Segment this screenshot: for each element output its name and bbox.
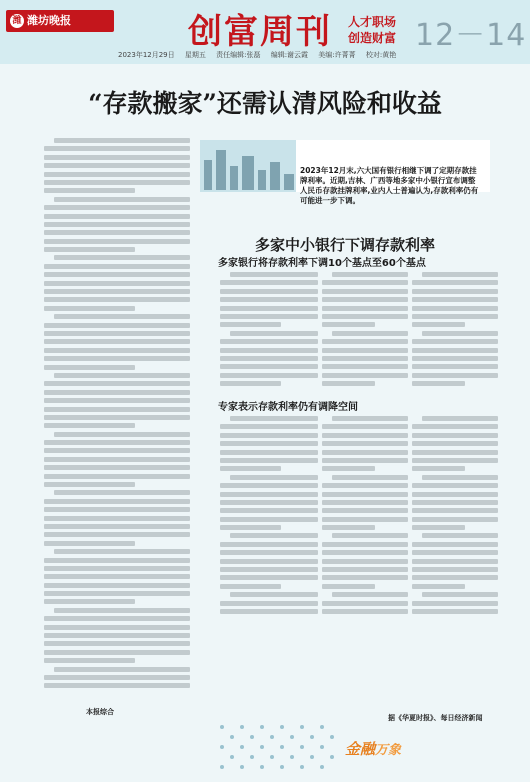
issue-subeditor: 编辑:谢云霞 [270, 51, 309, 59]
text-line [44, 297, 190, 302]
logo-icon: 潍 [10, 14, 24, 28]
text-line [220, 450, 318, 455]
dot [220, 765, 224, 769]
text-line [44, 507, 190, 512]
text-line [412, 450, 498, 455]
text-line [332, 272, 408, 277]
article1-byline: 本报综合 [86, 708, 114, 716]
text-line [44, 222, 190, 227]
text-line [412, 458, 498, 463]
logo-text: 潍坊晚报 [27, 14, 71, 27]
text-line [44, 163, 190, 168]
text-line [220, 584, 281, 589]
text-line [412, 289, 498, 294]
text-line [44, 407, 190, 412]
text-line [230, 272, 318, 277]
text-line [322, 280, 408, 285]
issue-meta [118, 48, 404, 62]
text-line [322, 424, 408, 429]
text-line [44, 323, 190, 328]
article2-lead: 2023年12月末,六大国有银行相继下调了定期存款挂牌利率。近期,吉林、广西等地多家中小银行宣布调整人民币存款挂牌利率,业内人士普遍认为,存款利率仍有可能进一步下调。 [300, 166, 479, 205]
text-line [44, 574, 190, 579]
text-line [412, 483, 498, 488]
text-line [412, 381, 465, 386]
text-line [322, 559, 408, 564]
text-line [322, 483, 408, 488]
text-line [54, 608, 190, 613]
text-line [44, 532, 190, 537]
dot [240, 745, 244, 749]
text-line [220, 441, 318, 446]
dot [300, 745, 304, 749]
text-line [44, 214, 190, 219]
text-line [44, 398, 190, 403]
dot [260, 745, 264, 749]
text-line [322, 289, 408, 294]
text-line [44, 188, 135, 193]
promo-text-1: 金融 [345, 740, 376, 758]
dot [280, 745, 284, 749]
text-line [44, 541, 135, 546]
text-line [322, 322, 375, 327]
dot [330, 755, 334, 759]
text-line [220, 517, 318, 522]
text-line [412, 517, 498, 522]
text-line [44, 272, 190, 277]
dot [300, 725, 304, 729]
text-line [44, 675, 190, 680]
promo-text-2: 万象 [375, 743, 402, 758]
text-line [412, 348, 498, 353]
col-text-lines [220, 416, 318, 614]
text-line [44, 381, 190, 386]
text-line [220, 348, 318, 353]
text-line [412, 559, 498, 564]
text-line [220, 500, 318, 505]
text-line [220, 542, 318, 547]
col-text-lines [412, 416, 498, 614]
text-line [412, 364, 498, 369]
col-text-lines [412, 272, 498, 386]
page-range: 12－14 [415, 18, 527, 53]
text-line [220, 466, 281, 471]
issue-weekday: 星期五 [184, 51, 206, 59]
text-line [44, 566, 190, 571]
text-line [44, 348, 190, 353]
text-line [220, 525, 281, 530]
text-line [44, 658, 135, 663]
text-line [44, 448, 190, 453]
finance-promo [345, 738, 401, 759]
article2-col4 [220, 416, 318, 621]
text-line [412, 567, 498, 572]
text-line [412, 550, 498, 555]
text-line [332, 592, 408, 597]
text-line [412, 306, 498, 311]
text-line [54, 432, 190, 437]
dot [270, 735, 274, 739]
text-line [412, 339, 498, 344]
dot [230, 735, 234, 739]
text-line [322, 466, 375, 471]
dot [280, 725, 284, 729]
text-line [44, 390, 190, 395]
text-line [422, 592, 498, 597]
text-line [322, 584, 375, 589]
text-line [44, 172, 190, 177]
text-line [54, 549, 190, 554]
dot [330, 735, 334, 739]
text-line [44, 683, 190, 688]
text-line [322, 314, 408, 319]
text-line [220, 433, 318, 438]
text-line [44, 499, 190, 504]
text-line [332, 331, 408, 336]
text-line [412, 356, 498, 361]
text-line [54, 138, 190, 143]
text-line [44, 415, 190, 420]
text-line [54, 490, 190, 495]
text-line [412, 314, 498, 319]
text-line [220, 483, 318, 488]
text-line [412, 297, 498, 302]
col-text-lines [220, 272, 318, 386]
text-line [44, 289, 190, 294]
text-line [322, 601, 408, 606]
article2-col2 [322, 272, 408, 390]
issue-editor: 责任编辑:张磊 [216, 51, 261, 59]
article1-text-lines [44, 138, 190, 688]
dot [300, 765, 304, 769]
text-line [44, 331, 190, 336]
text-line [412, 280, 498, 285]
text-line [44, 247, 135, 252]
article2-col3 [412, 272, 498, 390]
text-line [44, 264, 190, 269]
text-line [44, 356, 190, 361]
text-line [44, 180, 190, 185]
section-title: 创富周刊 [188, 12, 332, 52]
text-line [412, 542, 498, 547]
col-text-lines [322, 416, 408, 614]
text-line [332, 533, 408, 538]
text-line [332, 475, 408, 480]
text-line [332, 416, 408, 421]
dot [240, 765, 244, 769]
dot [290, 735, 294, 739]
text-line [230, 533, 318, 538]
slogan-line-1: 人才职场 [348, 15, 397, 29]
text-line [412, 575, 498, 580]
text-line [44, 616, 190, 621]
text-line [44, 205, 190, 210]
dot [220, 725, 224, 729]
decorative-dots [220, 725, 340, 775]
text-line [422, 416, 498, 421]
dot [250, 755, 254, 759]
text-line [322, 373, 408, 378]
text-line [44, 306, 135, 311]
text-line [220, 289, 318, 294]
dot [230, 755, 234, 759]
text-line [322, 433, 408, 438]
dot [280, 765, 284, 769]
text-line [44, 365, 135, 370]
issue-date: 2023年12月29日 [118, 51, 175, 59]
text-line [322, 364, 408, 369]
article1-body [44, 138, 190, 698]
text-line [322, 356, 408, 361]
text-line [54, 255, 190, 260]
masthead [0, 0, 530, 64]
dot [310, 735, 314, 739]
article2-headline: 多家中小银行下调存款利率 [254, 236, 435, 254]
text-line [322, 348, 408, 353]
text-line [220, 458, 318, 463]
dot [290, 755, 294, 759]
text-line [44, 516, 190, 521]
text-line [220, 297, 318, 302]
text-line [322, 550, 408, 555]
newspaper-logo [6, 10, 114, 32]
dot [220, 745, 224, 749]
text-line [322, 525, 375, 530]
text-line [412, 492, 498, 497]
text-line [220, 424, 318, 429]
text-line [220, 364, 318, 369]
text-line [44, 625, 190, 630]
dot [310, 755, 314, 759]
text-line [44, 423, 135, 428]
text-line [44, 281, 190, 286]
text-line [412, 433, 498, 438]
text-line [54, 373, 190, 378]
text-line [44, 591, 190, 596]
issue-proofreader: 校对:黄艳 [365, 51, 397, 59]
text-line [412, 441, 498, 446]
text-line [322, 567, 408, 572]
text-line [44, 457, 190, 462]
text-line [44, 440, 190, 445]
text-line [230, 475, 318, 480]
article2-section1-heading: 多家银行将存款利率下调10个基点至60个基点 [218, 258, 426, 269]
text-line [220, 322, 281, 327]
text-line [322, 575, 408, 580]
text-line [412, 500, 498, 505]
dot [320, 765, 324, 769]
text-line [322, 609, 408, 614]
dot [270, 755, 274, 759]
dot [260, 765, 264, 769]
text-line [412, 424, 498, 429]
text-line [422, 533, 498, 538]
text-line [220, 559, 318, 564]
text-line [54, 667, 190, 672]
text-line [322, 306, 408, 311]
text-line [220, 280, 318, 285]
text-line [322, 339, 408, 344]
text-line [44, 239, 190, 244]
text-line [44, 465, 190, 470]
text-line [422, 272, 498, 277]
text-line [412, 584, 465, 589]
text-line [422, 331, 498, 336]
text-line [322, 492, 408, 497]
text-line [412, 601, 498, 606]
text-line [44, 155, 190, 160]
text-line [220, 381, 281, 386]
col-text-lines [322, 272, 408, 386]
text-line [44, 641, 190, 646]
text-line [220, 609, 318, 614]
text-line [322, 458, 408, 463]
text-line [44, 583, 190, 588]
text-line [412, 373, 498, 378]
text-line [412, 609, 498, 614]
dot [320, 745, 324, 749]
text-line [44, 482, 135, 487]
text-line [412, 322, 465, 327]
text-line [220, 356, 318, 361]
text-line [322, 441, 408, 446]
text-line [44, 524, 190, 529]
text-line [412, 525, 465, 530]
text-line [44, 146, 190, 151]
text-line [44, 650, 190, 655]
text-line [322, 450, 408, 455]
text-line [220, 508, 318, 513]
text-line [220, 314, 318, 319]
article2-headline-box [200, 194, 490, 254]
text-line [220, 601, 318, 606]
dot [240, 725, 244, 729]
text-line [54, 314, 190, 319]
text-line [220, 373, 318, 378]
article2-section2-heading: 专家表示存款利率仍有调降空间 [218, 402, 358, 413]
dot [260, 725, 264, 729]
text-line [322, 500, 408, 505]
text-line [220, 550, 318, 555]
text-line [44, 339, 190, 344]
main-headline: “存款搬家”还需认清风险和收益 [88, 89, 442, 118]
text-line [44, 558, 190, 563]
text-line [322, 297, 408, 302]
text-line [220, 567, 318, 572]
text-line [412, 508, 498, 513]
text-line [44, 599, 135, 604]
text-line [44, 633, 190, 638]
section-slogan [348, 14, 396, 46]
dot [320, 725, 324, 729]
text-line [44, 230, 190, 235]
text-line [230, 416, 318, 421]
text-line [220, 339, 318, 344]
text-line [322, 542, 408, 547]
text-line [412, 466, 465, 471]
text-line [322, 508, 408, 513]
text-line [44, 474, 190, 479]
slogan-line-2: 创造财富 [348, 31, 397, 45]
article2-col6 [412, 416, 498, 621]
text-line [54, 197, 190, 202]
text-line [322, 517, 408, 522]
article2-source: 据《华夏时报》、每日经济新闻 [388, 714, 483, 722]
text-line [322, 381, 375, 386]
text-line [220, 492, 318, 497]
text-line [230, 331, 318, 336]
issue-designer: 美编:许菁菁 [318, 51, 356, 59]
article2-col5 [322, 416, 408, 621]
text-line [220, 575, 318, 580]
text-line [230, 592, 318, 597]
text-line [422, 475, 498, 480]
dot [250, 735, 254, 739]
article2-col1 [220, 272, 318, 390]
text-line [220, 306, 318, 311]
